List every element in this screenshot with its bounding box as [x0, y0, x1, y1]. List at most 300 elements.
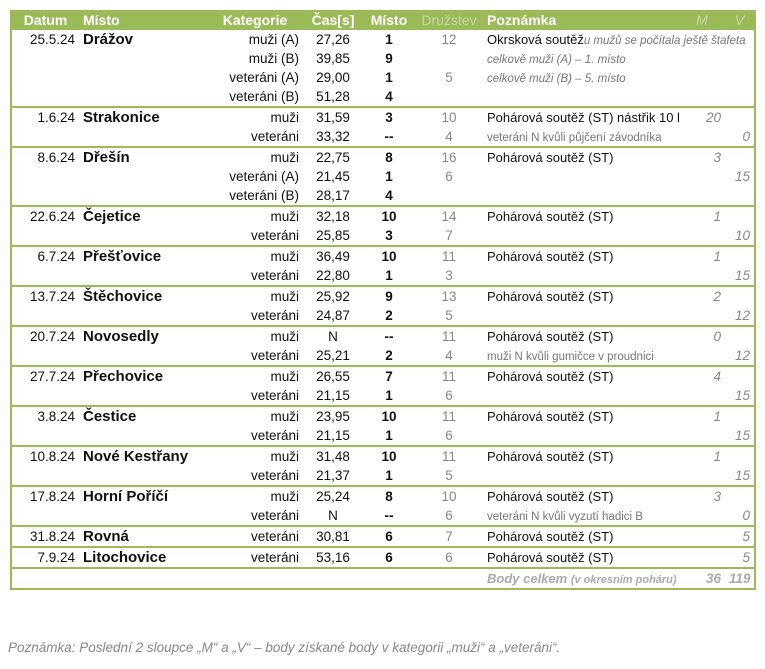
event-date: [11, 306, 79, 326]
category-cell: veteráni: [250, 348, 299, 363]
time-cell: 23,95: [303, 406, 363, 426]
teams-cell: [415, 49, 483, 68]
teams-cell: 11: [415, 446, 483, 466]
event-date: 22.6.24: [11, 206, 79, 226]
rank-cell: 1: [385, 268, 393, 283]
teams-cell: 12: [441, 32, 457, 47]
rank-cell: 4: [385, 188, 393, 203]
header-date: Datum: [11, 10, 79, 30]
teams-cell: 11: [415, 326, 483, 346]
teams-cell: 4: [445, 348, 453, 363]
event-date: [11, 87, 79, 107]
header-category: Kategorie: [207, 10, 303, 30]
table-row: [11, 147, 755, 167]
m-points: [679, 167, 725, 186]
table-row: [11, 49, 755, 68]
event-date: 3.8.24: [11, 406, 79, 426]
event-date: 31.8.24: [11, 526, 79, 547]
teams-cell: 10: [415, 107, 483, 127]
table-row: [11, 266, 755, 286]
m-points: [679, 346, 725, 366]
time-cell: 28,17: [316, 188, 350, 203]
time-cell: N: [328, 508, 338, 523]
time-cell: 39,85: [316, 51, 350, 66]
category-cell: muži (B): [248, 51, 299, 66]
teams-cell: 5: [445, 70, 453, 85]
teams-cell: 3: [445, 268, 453, 283]
time-cell: 31,48: [303, 446, 363, 466]
teams-cell: 6: [415, 547, 483, 568]
header-row: [11, 10, 755, 30]
table-row: [11, 167, 755, 186]
note-text: Pohárová soutěž (ST): [487, 449, 614, 464]
category-cell: muži: [207, 246, 303, 266]
v-points: [725, 49, 755, 68]
header-place: Místo: [79, 10, 207, 30]
table-row: [11, 466, 755, 486]
note-cell: [483, 186, 679, 206]
note-text: Pohárová soutěž (ST): [487, 409, 614, 424]
time-cell: 21,37: [316, 468, 350, 483]
category-cell: muži: [207, 286, 303, 306]
event-date: [11, 127, 79, 147]
category-cell: muži: [207, 206, 303, 226]
rank-cell: 2: [385, 348, 393, 363]
note-cell: [483, 506, 679, 526]
category-cell: veteráni: [250, 228, 299, 243]
teams-cell: 6: [445, 169, 453, 184]
v-points: 0: [742, 129, 750, 144]
m-points: [679, 547, 725, 568]
note-cell: [483, 127, 679, 147]
teams-cell: 7: [415, 526, 483, 547]
teams-cell: 11: [415, 366, 483, 386]
m-points: [679, 466, 725, 486]
rank-cell: 1: [385, 428, 393, 443]
rank-cell: 1: [385, 468, 393, 483]
event-place: Rovná: [79, 526, 207, 547]
v-points: [725, 286, 755, 306]
time-cell: 51,28: [316, 89, 350, 104]
v-points: 10: [734, 228, 750, 243]
category-cell: veteráni: [250, 308, 299, 323]
table-row: [11, 446, 755, 466]
teams-cell: 6: [445, 388, 453, 403]
note-sub: u mužů se počítala ještě štafeta: [583, 35, 746, 47]
m-points: 2: [679, 286, 725, 306]
event-place: Drážov: [83, 31, 134, 48]
rank-cell: 9: [363, 286, 415, 306]
note-cell: [483, 326, 679, 346]
event-date: 1.6.24: [11, 107, 79, 127]
rank-cell: 10: [363, 406, 415, 426]
event-place: Přechovice: [79, 366, 207, 386]
note-text: Pohárová soutěž (ST): [487, 529, 614, 544]
event-date: 7.9.24: [11, 547, 79, 568]
event-place: [79, 49, 207, 68]
teams-cell: 6: [445, 428, 453, 443]
v-points: [725, 206, 755, 226]
event-date: [11, 49, 79, 68]
footnote: Poznámka: Poslední 2 sloupce „M“ a „V“ – body získané body v kategorii „muži“ a „veteráni“.: [8, 640, 561, 655]
event-place: [79, 68, 207, 87]
v-points: [725, 326, 755, 346]
event-place: [79, 186, 207, 206]
v-points: 15: [734, 169, 750, 184]
m-points: 1: [679, 206, 725, 226]
event-place: Horní Poříčí: [79, 486, 207, 506]
note-cell: [483, 406, 679, 426]
time-cell: 21,15: [316, 388, 350, 403]
header-note: Poznámka: [483, 10, 679, 30]
v-points: 15: [734, 468, 750, 483]
table-row: [11, 326, 755, 346]
event-date: [11, 346, 79, 366]
table-row: [11, 547, 755, 568]
teams-cell: 16: [415, 147, 483, 167]
note-text: Pohárová soutěž (ST) nástřik 10 l: [487, 110, 680, 125]
note-text: Pohárová soutěž (ST): [487, 329, 614, 344]
category-cell: veteráni (B): [229, 188, 299, 203]
rank-cell: 1: [385, 388, 393, 403]
teams-cell: [415, 87, 483, 107]
table-row: [11, 107, 755, 127]
time-cell: 30,81: [303, 526, 363, 547]
time-cell: 31,59: [303, 107, 363, 127]
header-teams: Družstev: [415, 10, 483, 30]
time-cell: 25,21: [316, 348, 350, 363]
table-row: [11, 246, 755, 266]
note-text: Pohárová soutěž (ST): [487, 550, 614, 565]
v-points: [725, 186, 755, 206]
note-cell: [483, 49, 679, 68]
category-cell: veteráni: [250, 388, 299, 403]
table-row: [11, 486, 755, 506]
time-cell: 25,24: [303, 486, 363, 506]
table-row: [11, 366, 755, 386]
v-points: [725, 107, 755, 127]
table-row: [11, 68, 755, 87]
event-place: Dřešín: [79, 147, 207, 167]
note-cell: [483, 147, 679, 167]
note-cell: [483, 107, 679, 127]
event-place: [79, 127, 207, 147]
teams-cell: 14: [415, 206, 483, 226]
event-place: [79, 506, 207, 526]
category-cell: veteráni (A): [229, 169, 299, 184]
note-cell: [483, 266, 679, 286]
total-label-small: (v okresním poháru): [570, 574, 677, 586]
category-cell: veteráni: [250, 428, 299, 443]
teams-cell: 13: [415, 286, 483, 306]
total-row: [11, 568, 755, 589]
rank-cell: 8: [363, 147, 415, 167]
table-row: [11, 186, 755, 206]
m-points: [679, 526, 725, 547]
m-points: 1: [679, 406, 725, 426]
teams-cell: [415, 186, 483, 206]
note-text: Okrsková soutěž: [487, 32, 584, 47]
event-place: Čestice: [79, 406, 207, 426]
category-cell: muži: [207, 366, 303, 386]
header-m: M: [679, 10, 725, 30]
time-cell: 25,85: [316, 228, 350, 243]
event-date: [11, 466, 79, 486]
note-cell: [483, 366, 679, 386]
teams-cell: 7: [445, 228, 453, 243]
m-points: 3: [679, 486, 725, 506]
event-place: [79, 266, 207, 286]
category-cell: muži: [207, 147, 303, 167]
m-points: [679, 68, 725, 87]
table-row: [11, 226, 755, 246]
teams-cell: 5: [445, 468, 453, 483]
v-points: 5: [725, 547, 755, 568]
event-date: 6.7.24: [11, 246, 79, 266]
m-points: 0: [679, 326, 725, 346]
category-cell: veteráni (B): [229, 89, 299, 104]
v-points: 0: [742, 508, 750, 523]
note-sub: muži N kvůli gumičce v proudnici: [487, 351, 654, 363]
v-points: [725, 147, 755, 167]
event-date: [11, 426, 79, 446]
category-cell: muži: [207, 486, 303, 506]
event-place: [79, 346, 207, 366]
m-points: [679, 306, 725, 326]
v-points: [725, 246, 755, 266]
m-points: 4: [679, 366, 725, 386]
v-points: 12: [734, 308, 750, 323]
m-points: [679, 127, 725, 147]
note-cell: [483, 226, 679, 246]
total-v: 119: [725, 568, 755, 589]
table-row: [11, 426, 755, 446]
v-points: [725, 446, 755, 466]
category-cell: veteráni: [250, 468, 299, 483]
rank-cell: 4: [385, 89, 393, 104]
event-place: [79, 426, 207, 446]
note-sub: celkově muži (B) – 5. místo: [487, 73, 626, 85]
v-points: [725, 87, 755, 107]
table-row: [11, 206, 755, 226]
rank-cell: 10: [363, 246, 415, 266]
table-row: [11, 526, 755, 547]
event-date: [11, 167, 79, 186]
table-row: [11, 346, 755, 366]
time-cell: 27,26: [316, 32, 350, 47]
event-date: [11, 68, 79, 87]
category-cell: veteráni: [250, 129, 299, 144]
v-points: [725, 486, 755, 506]
event-place: Strakonice: [79, 107, 207, 127]
header-time: Čas[s]: [303, 10, 363, 30]
event-place: [79, 466, 207, 486]
category-cell: muži: [207, 326, 303, 346]
table-row: [11, 306, 755, 326]
event-date: 13.7.24: [11, 286, 79, 306]
teams-cell: 6: [445, 508, 453, 523]
rank-cell: 1: [385, 70, 393, 85]
note-cell: [483, 68, 679, 87]
note-cell: [483, 446, 679, 466]
note-cell: [483, 547, 679, 568]
table-row: [11, 30, 755, 49]
table-row: [11, 386, 755, 406]
time-cell: 21,45: [316, 169, 350, 184]
note-cell: [483, 466, 679, 486]
note-cell: [483, 286, 679, 306]
time-cell: 22,80: [316, 268, 350, 283]
v-points: 12: [734, 348, 750, 363]
note-cell: [483, 426, 679, 446]
m-points: [679, 87, 725, 107]
teams-cell: 5: [445, 308, 453, 323]
rank-cell: 2: [385, 308, 393, 323]
category-cell: veteráni: [250, 268, 299, 283]
event-date: 10.8.24: [11, 446, 79, 466]
note-cell: [483, 206, 679, 226]
time-cell: 24,87: [316, 308, 350, 323]
event-place: [79, 386, 207, 406]
v-points: [725, 406, 755, 426]
note-cell: [483, 30, 746, 49]
time-cell: 22,75: [303, 147, 363, 167]
category-cell: veteráni: [207, 547, 303, 568]
rank-cell: --: [384, 508, 394, 523]
m-points: [679, 426, 725, 446]
note-text: Pohárová soutěž (ST): [487, 249, 614, 264]
m-points: [679, 226, 725, 246]
total-m: 36: [679, 568, 725, 589]
event-place: Nové Kestřany: [79, 446, 207, 466]
event-date: 17.8.24: [11, 486, 79, 506]
event-place: Štěchovice: [79, 286, 207, 306]
header-v: V: [725, 10, 755, 30]
event-place: [79, 87, 207, 107]
event-date: [11, 386, 79, 406]
table-row: [11, 87, 755, 107]
category-cell: veteráni (A): [229, 70, 299, 85]
note-text: Pohárová soutěž (ST): [487, 289, 614, 304]
note-cell: [483, 486, 679, 506]
event-date: [11, 266, 79, 286]
rank-cell: 6: [363, 547, 415, 568]
time-cell: 21,15: [316, 428, 350, 443]
rank-cell: 7: [363, 366, 415, 386]
table-row: [11, 406, 755, 426]
header-rank: Místo: [363, 10, 415, 30]
category-cell: veteráni: [207, 526, 303, 547]
note-text: Pohárová soutěž (ST): [487, 369, 614, 384]
note-sub: veteráni N kvůli vyzutí hadici B: [487, 511, 643, 523]
total-label: [483, 568, 679, 589]
time-cell: 25,92: [303, 286, 363, 306]
rank-cell: 8: [363, 486, 415, 506]
note-cell: [483, 167, 679, 186]
category-cell: veteráni: [250, 508, 299, 523]
teams-cell: 10: [415, 486, 483, 506]
event-place: Litochovice: [79, 547, 207, 568]
rank-cell: 3: [363, 107, 415, 127]
category-cell: muži (A): [248, 32, 299, 47]
note-cell: [483, 386, 679, 406]
time-cell: 33,32: [316, 129, 350, 144]
event-place: Čejetice: [79, 206, 207, 226]
note-cell: [483, 526, 679, 547]
note-sub: celkově muži (A) – 1. místo: [487, 54, 626, 66]
note-sub: veteráni N kvůli půjčení závodníka: [487, 132, 662, 144]
m-points: [679, 49, 725, 68]
v-points: 15: [734, 268, 750, 283]
table-row: [11, 127, 755, 147]
time-cell: 26,55: [303, 366, 363, 386]
v-points: [725, 68, 755, 87]
m-points: 20: [679, 107, 725, 127]
rank-cell: --: [384, 129, 394, 144]
event-place: [79, 226, 207, 246]
m-points: [679, 506, 725, 526]
rank-cell: 9: [385, 51, 393, 66]
event-date: 25.5.24: [29, 32, 75, 47]
table-row: [11, 506, 755, 526]
event-date: 8.6.24: [11, 147, 79, 167]
category-cell: muži: [207, 107, 303, 127]
note-text: Pohárová soutěž (ST): [487, 489, 614, 504]
event-place: [79, 306, 207, 326]
rank-cell: 3: [385, 228, 393, 243]
event-place: Novosedly: [79, 326, 207, 346]
note-text: Pohárová soutěž (ST): [487, 209, 614, 224]
category-cell: muži: [207, 406, 303, 426]
time-cell: 53,16: [303, 547, 363, 568]
event-date: [11, 506, 79, 526]
time-cell: 32,18: [303, 206, 363, 226]
event-date: 20.7.24: [11, 326, 79, 346]
rank-cell: 1: [385, 32, 393, 47]
rank-cell: 10: [363, 446, 415, 466]
m-points: 1: [679, 446, 725, 466]
time-cell: 29,00: [316, 70, 350, 85]
rank-cell: 6: [363, 526, 415, 547]
event-date: [11, 186, 79, 206]
rank-cell: --: [363, 326, 415, 346]
note-cell: [483, 306, 679, 326]
v-points: 15: [734, 428, 750, 443]
event-date: [11, 226, 79, 246]
v-points: 5: [725, 526, 755, 547]
total-label-text: Body celkem: [487, 571, 568, 586]
rank-cell: 1: [385, 169, 393, 184]
event-place: [79, 167, 207, 186]
time-cell: 36,49: [303, 246, 363, 266]
teams-cell: 11: [415, 406, 483, 426]
teams-cell: 4: [445, 129, 453, 144]
m-points: [679, 266, 725, 286]
note-cell: [483, 346, 679, 366]
v-points: [725, 366, 755, 386]
note-text: Pohárová soutěž (ST): [487, 150, 614, 165]
m-points: [679, 186, 725, 206]
m-points: [679, 386, 725, 406]
category-cell: muži: [207, 446, 303, 466]
teams-cell: 11: [415, 246, 483, 266]
table-row: [11, 286, 755, 306]
time-cell: N: [303, 326, 363, 346]
rank-cell: 10: [363, 206, 415, 226]
note-cell: [483, 87, 679, 107]
event-place: Přešťovice: [79, 246, 207, 266]
event-date: 27.7.24: [11, 366, 79, 386]
